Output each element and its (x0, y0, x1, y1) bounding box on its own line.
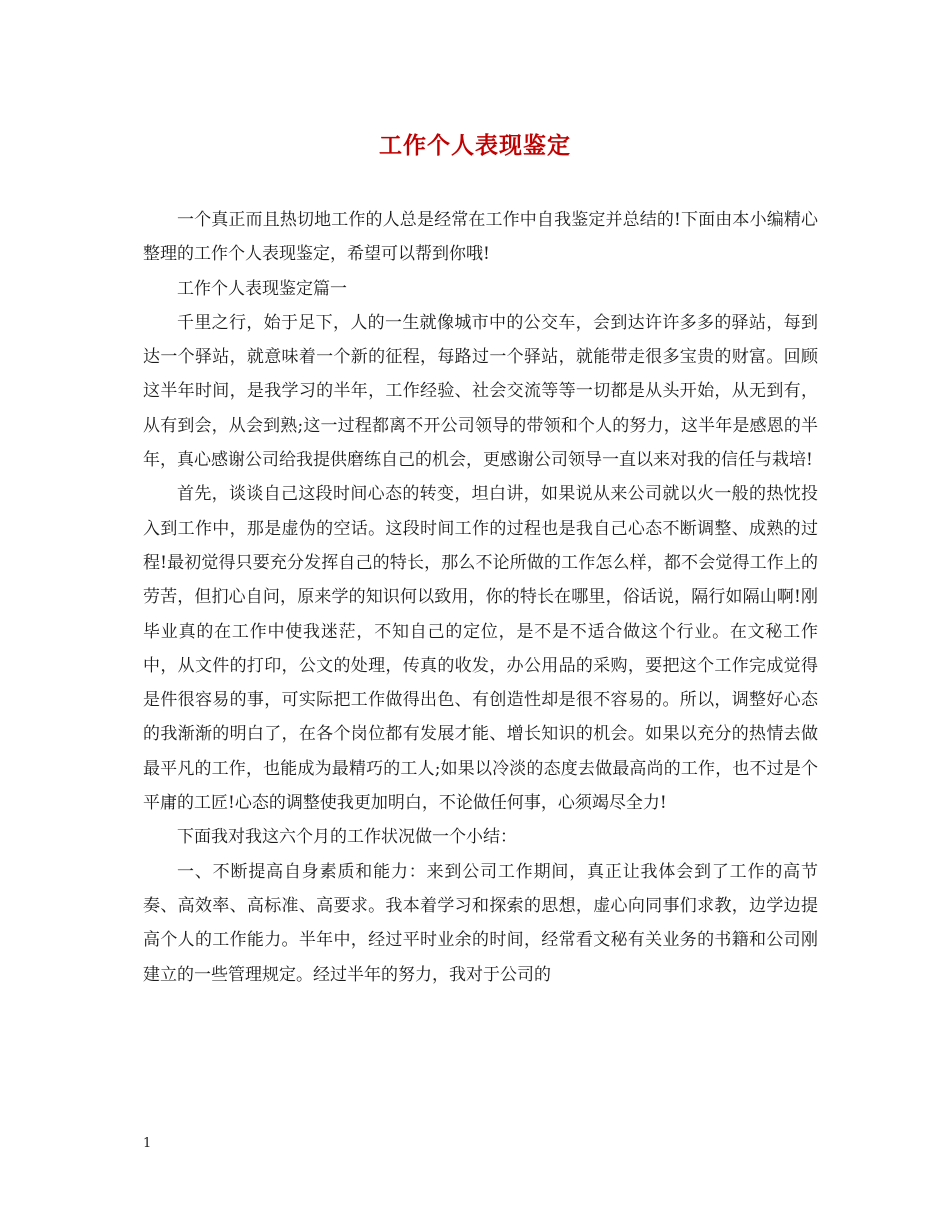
body-paragraph: 一、不断提高自身素质和能力：来到公司工作期间，真正让我体会到了工作的高节奏、高效率、高标准、高要求。我本着学习和探索的思想，虚心向同事们求教，边学边提高个人的工作能力。半年中，经过平时业余的时间，经常看文秘有关业务的书籍和公司刚建立的一些管理规定。经过半年的努力，我对于公司的 (143, 861, 818, 985)
document-body (143, 203, 818, 992)
intro-paragraph: 一个真正而且热切地工作的人总是经常在工作中自我鉴定并总结的!下面由本小编精心整理的工作个人表现鉴定，希望可以帮到你哦! (143, 210, 818, 265)
document-title: 工作个人表现鉴定 (379, 132, 571, 159)
body-paragraph: 首先，谈谈自己这段时间心态的转变，坦白讲，如果说从来公司就以火一般的热忱投入到工作中，那是虚伪的空话。这段时间工作的过程也是我自己心态不断调整、成熟的过程!最初觉得只要充分发挥自己的特长，那么不论所做的工作怎么样，都不会觉得工作上的劳苦，但扪心自问，原来学的知识何以致用，你的特长在哪里，俗话说，隔行如隔山啊!刚毕业真的在工作中使我迷茫，不知自己的定位，是不是不适合做这个行业。在文秘工作中，从文件的打印，公文的处理，传真的收发，办公用品的采购，要把这个工作完成觉得是件很容易的事，可实际把工作做得出色、有创造性却是很不容易的。所以，调整好心态的我渐渐的明白了，在各个岗位都有发展才能、增长知识的机会。如果以充分的热情去做最平凡的工作，也能成为最精巧的工人;如果以冷淡的态度去做最高尚的工作，也不过是个平庸的工匠!心态的调整使我更加明白，不论做任何事，心须竭尽全力! (143, 484, 818, 814)
section-heading: 工作个人表现鉴定篇一 (177, 278, 347, 299)
body-paragraph: 下面我对我这六个月的工作状况做一个小结： (177, 827, 517, 848)
body-paragraph: 千里之行，始于足下，人的一生就像城市中的公交车，会到达许许多多的驿站，每到达一个驿站，就意味着一个新的征程，每路过一个驿站，就能带走很多宝贵的财富。回顾这半年时间，是我学习的半年，工作经验、社会交流等等一切都是从头开始，从无到有，从有到会，从会到熟;这一过程都离不开公司领导的带领和个人的努力，这半年是感恩的半年，真心感谢公司给我提供磨练自己的机会，更感谢公司领导一直以来对我的信任与栽培! (143, 312, 818, 471)
page-number: 1 (143, 1136, 152, 1151)
